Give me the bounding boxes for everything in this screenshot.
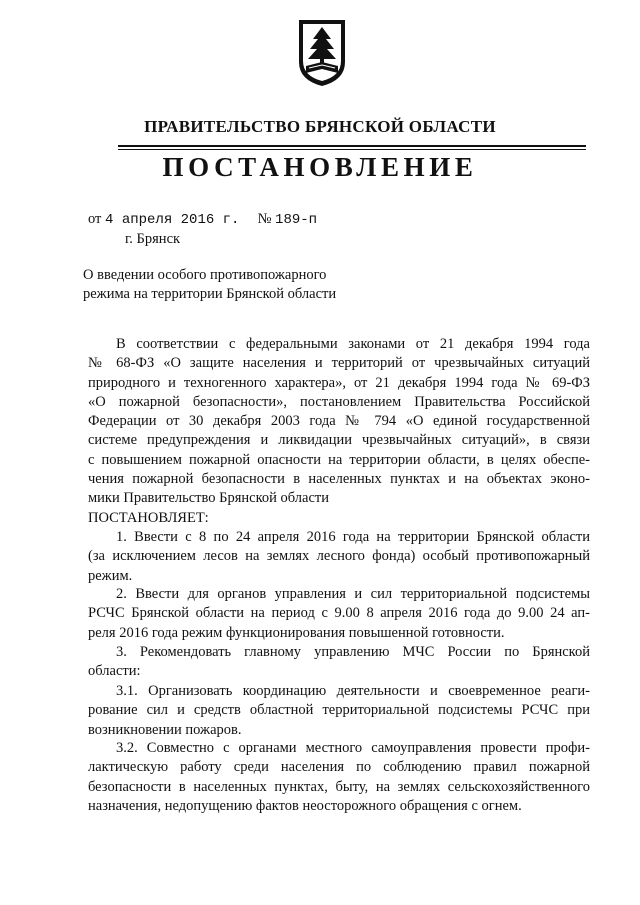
item-3-paragraph [88,643,590,682]
subject-line: О введении особого противопожарного [83,267,327,283]
text-line: 3.1. Организовать координацию деятельности и своевременное реаги- [116,683,590,699]
text-line: назначения, недопущению фактов неосторожного обращения с огнем. [88,797,522,814]
document-city: г. Брянск [125,231,181,247]
header-rule-thin [118,149,586,150]
item-2-paragraph [88,585,590,643]
document-subject [83,266,336,304]
header-rule-thick [118,145,586,147]
text-line: 1. Ввести с 8 по 24 апреля 2016 года на территории Брянской области [116,529,590,545]
text-line: рование сил и средств областной территориальной подсистемы РСЧС при [88,702,590,719]
subject-line: режима на территории Брянской области [83,286,337,302]
text-line: В соответствии с федеральными законами от 21 декабря 1994 года [116,336,590,352]
text-line: режим. [88,567,133,584]
document-date: 4 апреля 2016 г. [105,212,240,228]
text-line: 2. Ввести для органов управления и сил территориальной подсистемы [116,586,590,602]
text-line: «О пожарной безопасности», постановлением Правительства Российской [88,393,590,410]
text-line: системе предупреждения и ликвидации чрезвычайных ситуаций», в связи [88,432,590,449]
date-number-line [88,211,317,228]
text-line: 3.2. Совместно с органами местного самоуправления провести профи- [116,740,590,756]
text-line: 3. Рекомендовать главному управлению МЧС России по Брянской [116,644,590,660]
item-3-1-paragraph [88,682,590,740]
text-line: Федерации от 30 декабря 2003 года № 794 «О единой государственной [88,413,590,430]
text-line: лактическую работу среди населения по соблюдению правил пожарной [88,759,590,776]
text-line: № 68-ФЗ «О защите населения и территорий от чрезвычайных ситуаций [88,355,590,372]
document-type-heading: ПОСТАНОВЛЕНИЕ [162,152,478,182]
text-line: чения пожарной безопасности в населенных пунктах и на объектах эконо- [88,471,590,488]
text-line: области: [88,663,141,680]
text-line: реля 2016 года режим функционирования повышенной готовности. [88,624,505,641]
item-3-2-paragraph [88,739,590,816]
text-line: с повышением пожарной опасности на территории области, в целях обеспе- [88,451,590,468]
resolves-word: ПОСТАНОВЛЯЕТ: [88,509,209,526]
text-line: возникновении пожаров. [88,721,242,738]
text-line: РСЧС Брянской области на период с 9.00 8 апреля 2016 года до 9.00 24 ап- [88,605,590,622]
date-prefix: от [88,211,102,227]
number-prefix: № [257,211,272,227]
text-line: безопасности в населенных пунктах, быту, на землях сельскохозяйственного [88,778,590,795]
item-1-paragraph [88,528,590,586]
document-number: 189-п [275,212,318,228]
text-line: (за исключением лесов на землях лесного фонда) особый противопожарный [88,548,590,565]
preamble-paragraph [88,335,590,528]
coat-of-arms-emblem [296,18,348,88]
text-line: мики Правительство Брянской области [88,490,329,507]
organization-title: ПРАВИТЕЛЬСТВО БРЯНСКОЙ ОБЛАСТИ [144,117,496,136]
text-line: природного и техногенного характера», от 21 декабря 1994 года № 69-ФЗ [88,374,590,391]
